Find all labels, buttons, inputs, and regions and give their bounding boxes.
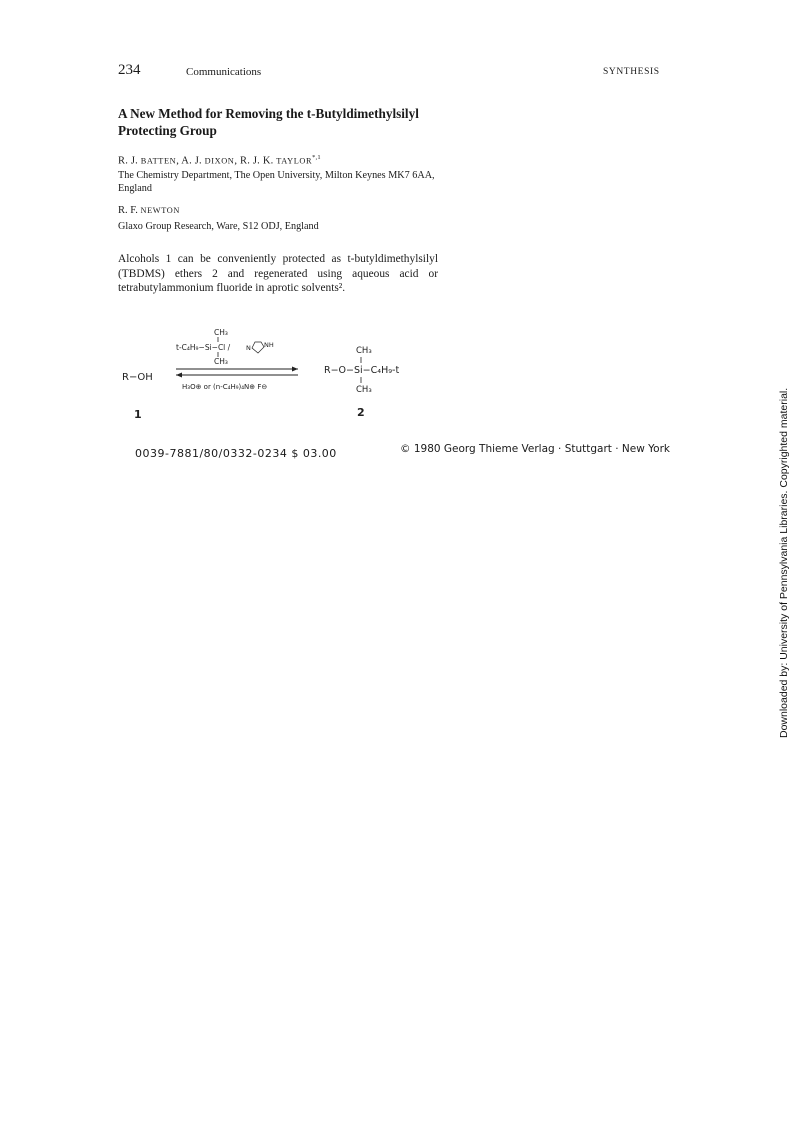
author-footnote-marker: *,1 xyxy=(312,154,321,161)
reverse-arrowhead-icon xyxy=(176,373,182,378)
author-surname: BATTEN xyxy=(140,156,177,166)
author-list-1 xyxy=(118,154,321,167)
author-surname: TAYLOR xyxy=(276,156,313,166)
reagent-nh: NH xyxy=(264,341,274,349)
product-number: 2 xyxy=(357,406,365,419)
author-surname: DIXON xyxy=(204,156,235,166)
reagent-top-ch3: CH₃ xyxy=(214,328,228,337)
affiliation-1: The Chemistry Department, The Open University, Milton Keynes MK7 6AA, England xyxy=(118,170,435,194)
author-separator: , xyxy=(176,155,182,167)
reactant-number: 1 xyxy=(134,408,142,421)
abstract-text: Alcohols 1 can be conveniently protected as t-butyldimethylsilyl (TBDMS) ethers 2 and regenerated using aqueous acid or tetrabutylammonium fluoride in aprotic solvents². xyxy=(118,253,438,294)
author-surname: NEWTON xyxy=(140,206,180,215)
product-top-ch3: CH₃ xyxy=(356,346,372,356)
journal-name: SYNTHESIS xyxy=(603,67,660,77)
author-initials: A. J. xyxy=(181,155,205,167)
author-2 xyxy=(118,205,180,216)
article-title: A New Method for Removing the t-Butyldimethylsilyl Protecting Group xyxy=(118,106,419,138)
footer-copyright: © 1980 Georg Thieme Verlag · Stuttgart · New York xyxy=(400,443,670,455)
reactant-formula: R−OH xyxy=(122,372,153,383)
product-formula: R−O−Si−C₄H₉-t xyxy=(324,365,400,376)
reverse-reagent: H₃O⊕ or (n-C₄H₉)₄N⊕ F⊖ xyxy=(182,383,268,391)
section-label: Communications xyxy=(186,66,262,78)
reaction-scheme xyxy=(110,320,460,430)
forward-arrowhead-icon xyxy=(292,367,298,372)
affiliation-2: Glaxo Group Research, Ware, S12 ODJ, England xyxy=(118,221,319,232)
reagent-bottom-ch3: CH₃ xyxy=(214,357,228,366)
imidazole-ring-icon xyxy=(252,342,264,353)
author-initials: R. J. K. xyxy=(240,155,277,167)
author-separator: , xyxy=(234,155,241,167)
product-bottom-ch3: CH₃ xyxy=(356,385,372,395)
download-notice: Downloaded by: University of Pennsylvania Libraries. Copyrighted material. xyxy=(778,387,790,738)
reagent-n: N xyxy=(246,344,251,352)
author-initials: R. J. xyxy=(118,155,141,167)
reagent-main: t-C₄H₉−Si−Cl / xyxy=(176,343,231,352)
page-number: 234 xyxy=(118,62,141,78)
footer-code: 0039-7881/80/0332-0234 $ 03.00 xyxy=(135,447,337,460)
author-initials: R. F. xyxy=(118,205,141,216)
